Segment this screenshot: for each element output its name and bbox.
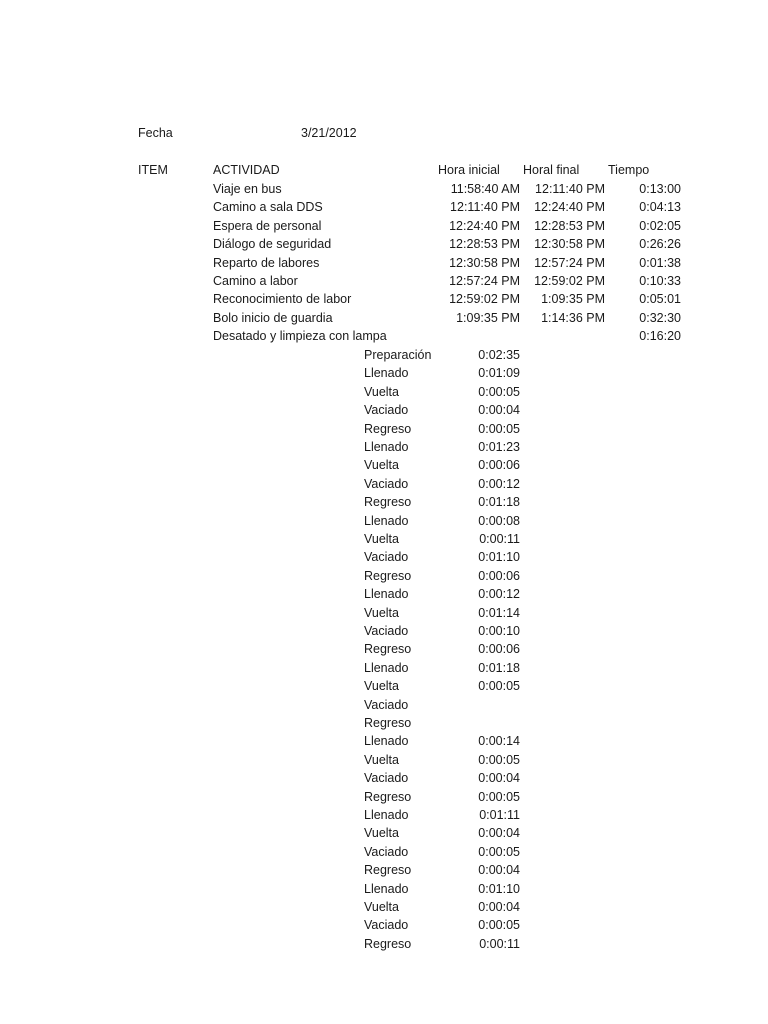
subtask-name: Regreso (364, 421, 412, 436)
activity-end-time: 1:09:35 PM (541, 292, 605, 307)
subtask-name: Llenado (364, 881, 409, 896)
subtask-duration: 0:00:05 (478, 421, 520, 436)
activity-start-time: 12:59:02 PM (449, 292, 520, 307)
subtask-duration: 0:01:18 (478, 495, 520, 510)
subtask-name: Vaciado (364, 476, 409, 491)
activity-end-time: 12:30:58 PM (534, 237, 605, 252)
subtask-name: Vaciado (364, 550, 409, 565)
subtask-duration: 0:00:08 (478, 513, 520, 528)
activity-name: Viaje en bus (213, 182, 282, 196)
activity-start-time: 12:24:40 PM (449, 218, 520, 233)
subtask-name: Vuelta (364, 532, 399, 546)
activity-start-time: 1:09:35 PM (456, 310, 520, 325)
subtask-name: Regreso (364, 716, 412, 730)
activity-end-time: 12:11:40 PM (535, 182, 605, 196)
activity-name: Reparto de labores (213, 255, 320, 270)
activity-end-time: 1:14:36 PM (541, 310, 605, 325)
subtask-name: Vuelta (364, 900, 399, 914)
subtask-name: Llenado (364, 808, 409, 822)
subtask-duration: 0:01:18 (478, 660, 520, 675)
activity-start-time: 12:30:58 PM (449, 255, 520, 270)
activity-duration: 0:10:33 (639, 274, 681, 288)
subtask-name: Vaciado (364, 624, 409, 638)
subtask-name: Regreso (364, 936, 412, 951)
subtask-duration: 0:00:14 (478, 734, 520, 749)
subtask-duration: 0:00:12 (478, 587, 520, 602)
subtask-name: Llenado (364, 513, 409, 528)
activity-start-time: 12:11:40 PM (450, 200, 520, 215)
subtask-duration: 0:00:04 (478, 771, 520, 786)
subtask-duration: 0:00:04 (478, 900, 520, 914)
activity-duration: 0:05:01 (639, 292, 681, 307)
subtask-name: Vuelta (364, 605, 399, 620)
subtask-name: Vaciado (364, 844, 409, 859)
subtask-name: Regreso (364, 495, 412, 510)
activity-duration: 0:13:00 (639, 182, 681, 196)
activity-start-time: 11:58:40 AM (450, 182, 520, 196)
subtask-duration: 0:01:14 (478, 605, 520, 620)
subtask-name: Regreso (364, 863, 412, 878)
subtask-duration: 0:00:05 (478, 844, 520, 859)
subtask-duration: 0:00:06 (478, 458, 520, 473)
activity-name: Camino a labor (213, 274, 298, 288)
fecha-label: Fecha (138, 126, 173, 140)
subtask-name: Vuelta (364, 458, 399, 473)
subtask-duration: 0:00:05 (478, 789, 520, 804)
subtask-duration: 0:02:35 (478, 348, 520, 362)
subtask-duration: 0:00:06 (478, 568, 520, 583)
subtask-duration: 0:00:11 (479, 532, 520, 546)
activity-start-time: 12:28:53 PM (449, 237, 520, 252)
activity-end-time: 12:24:40 PM (534, 200, 605, 215)
activity-start-time: 12:57:24 PM (449, 274, 520, 288)
subtask-duration: 0:00:11 (479, 936, 520, 951)
subtask-name: Llenado (364, 734, 409, 749)
subtask-name: Llenado (364, 440, 409, 454)
subtask-duration: 0:01:10 (478, 550, 520, 565)
subtask-name: Llenado (364, 587, 409, 602)
subtask-name: Regreso (364, 789, 412, 804)
col-header-hora-inicial: Hora inicial (438, 163, 500, 177)
subtask-name: Vuelta (364, 384, 399, 399)
activity-duration: 0:32:30 (639, 310, 681, 325)
subtask-name: Llenado (364, 660, 409, 675)
activity-name: Reconocimiento de labor (213, 292, 352, 307)
activity-name: Diálogo de seguridad (213, 237, 332, 252)
subtask-name: Vaciado (364, 403, 409, 418)
subtask-duration: 0:00:05 (478, 679, 520, 694)
subtask-duration: 0:00:04 (478, 863, 520, 878)
subtask-duration: 0:00:10 (478, 624, 520, 638)
activity-end-time: 12:59:02 PM (534, 274, 605, 288)
subtask-name: Vuelta (364, 826, 399, 841)
activity-name: Camino a sala DDS (213, 200, 323, 215)
col-header-hora-final: Horal final (523, 163, 580, 177)
activity-end-time: 12:28:53 PM (534, 218, 605, 233)
subtask-name: Preparación (364, 348, 432, 362)
subtask-duration: 0:00:06 (478, 642, 520, 657)
activity-duration: 0:16:20 (639, 329, 681, 344)
subtask-duration: 0:00:04 (478, 826, 520, 841)
subtask-duration: 0:00:12 (478, 476, 520, 491)
subtask-duration: 0:00:04 (478, 403, 520, 418)
activity-duration: 0:04:13 (639, 200, 681, 215)
subtask-duration: 0:01:09 (478, 366, 520, 381)
subtask-duration: 0:01:10 (478, 881, 520, 896)
col-header-item: ITEM (138, 163, 168, 177)
subtask-duration: 0:00:05 (478, 918, 520, 933)
activity-end-time: 12:57:24 PM (534, 255, 605, 270)
subtask-duration: 0:01:23 (478, 440, 520, 454)
activity-duration: 0:26:26 (639, 237, 681, 252)
subtask-name: Vaciado (364, 697, 409, 712)
subtask-name: Vaciado (364, 771, 409, 786)
col-header-actividad: ACTIVIDAD (213, 163, 280, 177)
subtask-name: Vuelta (364, 679, 399, 694)
subtask-name: Regreso (364, 568, 412, 583)
subtask-duration: 0:01:11 (479, 808, 520, 822)
col-header-tiempo: Tiempo (608, 163, 650, 177)
subtask-name: Regreso (364, 642, 412, 657)
subtask-name: Llenado (364, 366, 409, 381)
subtask-duration: 0:00:05 (478, 384, 520, 399)
subtask-name: Vaciado (364, 918, 409, 933)
activity-duration: 0:02:05 (639, 218, 681, 233)
activity-name: Espera de personal (213, 218, 322, 233)
activity-name: Desatado y limpieza con lampa (213, 329, 387, 344)
subtask-duration: 0:00:05 (478, 752, 520, 767)
activity-duration: 0:01:38 (639, 255, 681, 270)
activity-name: Bolo inicio de guardia (213, 310, 333, 325)
subtask-name: Vuelta (364, 752, 399, 767)
fecha-value: 3/21/2012 (301, 126, 357, 140)
